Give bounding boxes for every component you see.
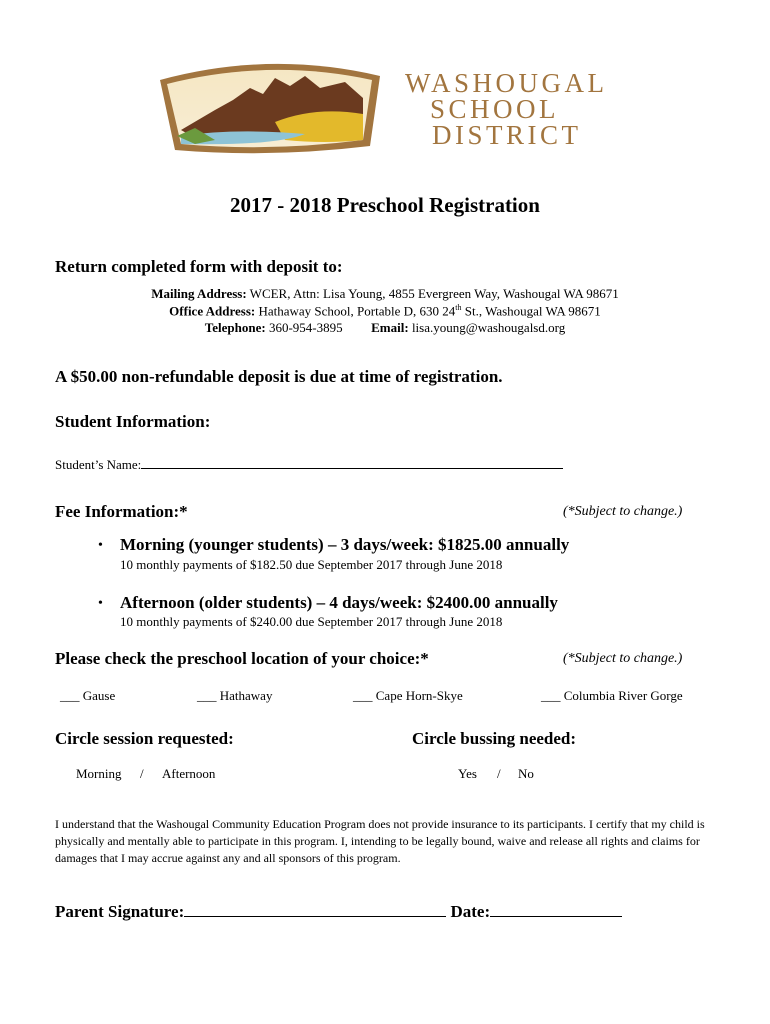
student-info-heading: Student Information: [55, 412, 211, 431]
student-name-label: Student’s Name: [55, 457, 142, 472]
date-field[interactable] [490, 902, 622, 917]
fee-change-note: (*Subject to change.) [563, 504, 683, 519]
waiver-text: I understand that the Washougal Community Education Program does not provide insurance to its participants. I certify that my child is physically and mentally able to participate in this program. I, intending to be legally bound, waive and release all rights and claims for damages that I may accrue against any and all sponsors of this program. [55, 817, 705, 865]
office-address-sup: th [455, 303, 462, 312]
fee-morning-title: Morning (younger students) – 3 days/week: $1825.00 annually [120, 535, 570, 554]
location-change-note: (*Subject to change.) [563, 651, 683, 666]
bussing-heading: Circle bussing needed: [412, 729, 577, 748]
session-option-morning[interactable]: Morning [76, 766, 122, 781]
location-option-gause[interactable]: ___ Gause [60, 688, 116, 703]
session-heading: Circle session requested: [55, 729, 234, 748]
location-option-cape-horn-skye[interactable]: ___ Cape Horn-Skye [353, 688, 463, 703]
fee-afternoon-detail: 10 monthly payments of $240.00 due September 2017 through June 2018 [120, 614, 503, 629]
office-address-value-b: St., Washougal WA 98671 [461, 303, 601, 319]
location-heading: Please check the preschool location of your choice:* [55, 649, 429, 668]
bussing-separator: / [497, 766, 501, 781]
return-heading: Return completed form with deposit to: [55, 257, 343, 276]
email-value[interactable]: lisa.young@washougalsd.org [411, 320, 566, 335]
bullet-icon: • [98, 538, 103, 553]
district-name-line-1: WASHOUGAL [405, 68, 608, 98]
telephone-label: Telephone: [204, 320, 266, 335]
office-address-value-a: Hathaway School, Portable D, 630 24 [258, 303, 456, 319]
mailing-address-label: Mailing Address: [151, 286, 247, 301]
mailing-address-value: WCER, Attn: Lisa Young, 4855 Evergreen Way, Washougal WA 98671 [249, 286, 619, 301]
office-address-line [0, 303, 770, 319]
bussing-option-no[interactable]: No [518, 766, 534, 781]
location-option-hathaway[interactable]: ___ Hathaway [197, 688, 273, 703]
telephone-email-line [0, 320, 770, 336]
email-label: Email: [371, 320, 409, 335]
fee-morning-detail: 10 monthly payments of $182.50 due September 2017 through June 2018 [120, 557, 503, 572]
fee-info-heading: Fee Information:* [55, 502, 188, 521]
bussing-option-yes[interactable]: Yes [458, 766, 477, 781]
district-logo [155, 58, 385, 158]
form-title: 2017 - 2018 Preschool Registration [230, 193, 540, 217]
session-option-afternoon[interactable]: Afternoon [162, 766, 216, 781]
parent-signature-label: Parent Signature: [55, 902, 185, 921]
location-option-columbia-river-gorge[interactable]: ___ Columbia River Gorge [541, 688, 683, 703]
bullet-icon: • [98, 596, 103, 611]
deposit-notice: A $50.00 non-refundable deposit is due at time of registration. [55, 367, 503, 386]
parent-signature-field[interactable] [184, 902, 446, 917]
signature-row [55, 902, 622, 922]
fee-afternoon-title: Afternoon (older students) – 4 days/week: $2400.00 annually [120, 593, 558, 612]
session-separator: / [140, 766, 144, 781]
date-label: Date: [450, 902, 491, 921]
telephone-value: 360-954-3895 [268, 320, 343, 335]
district-name-line-3: DISTRICT [432, 120, 582, 150]
student-name-field[interactable] [141, 456, 563, 469]
office-address-label: Office Address: [169, 303, 256, 319]
mailing-address-line [0, 286, 770, 302]
district-name-line-2: SCHOOL [430, 94, 560, 124]
student-name-row [55, 456, 563, 473]
